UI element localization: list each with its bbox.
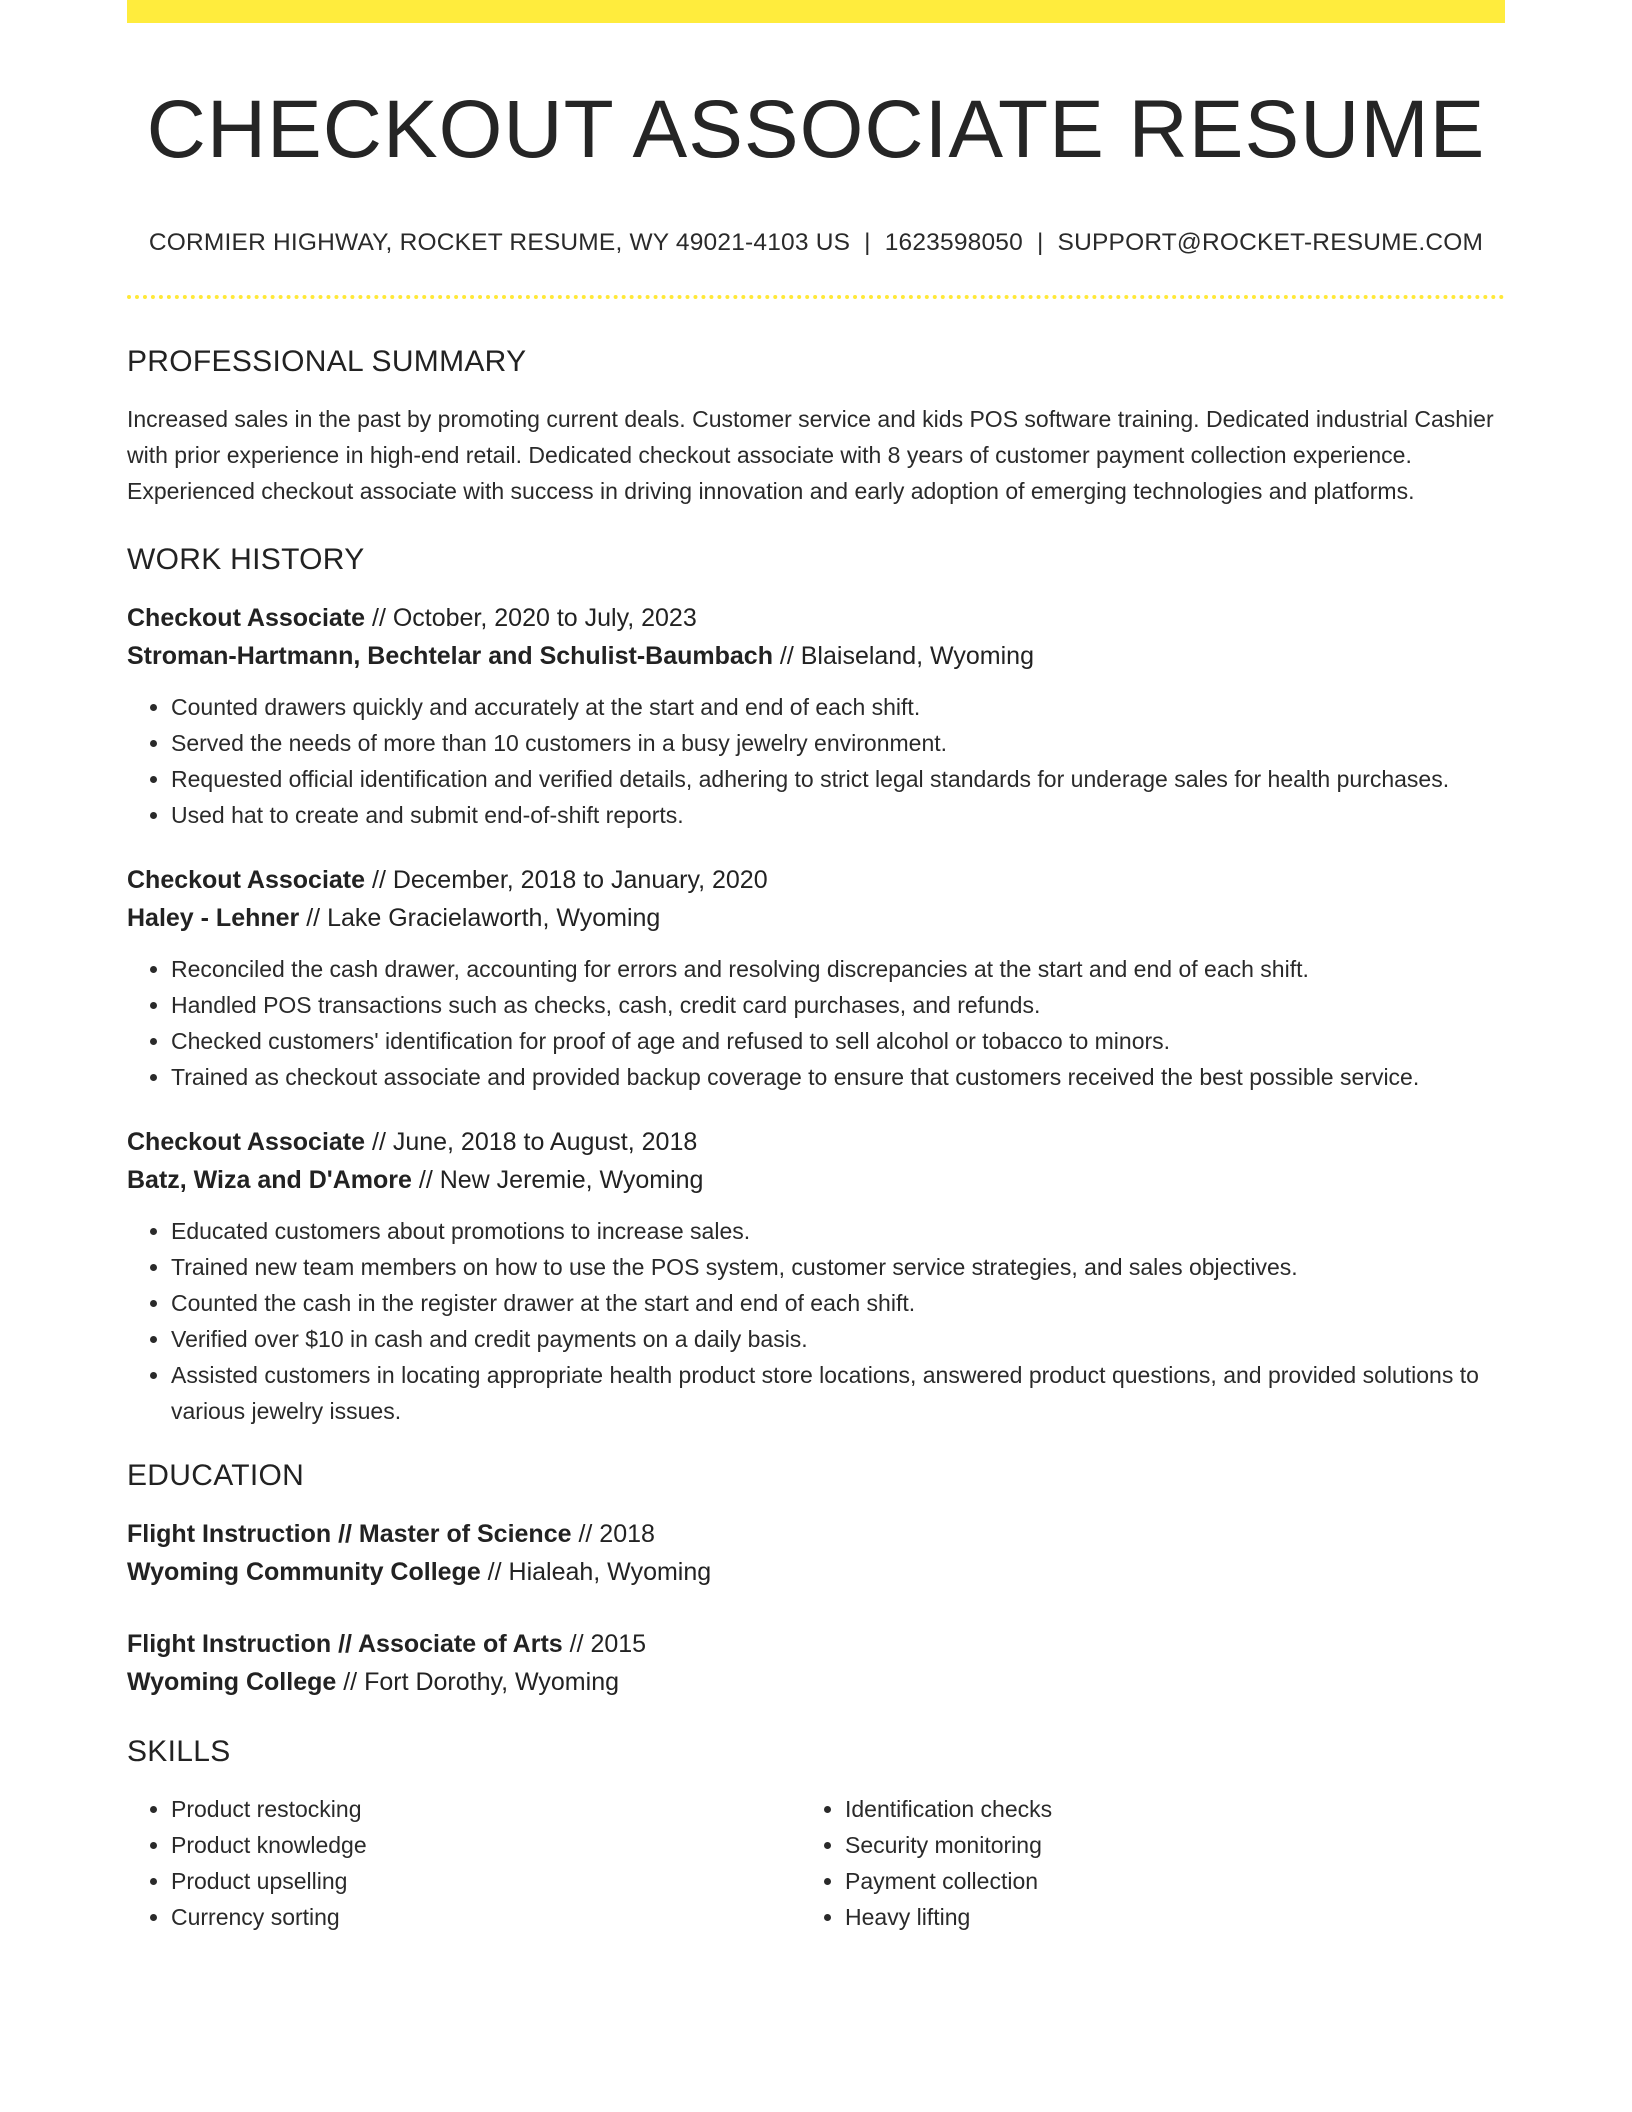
skills-right-column [801, 1791, 1475, 1935]
education-location: // Hialeah, Wyoming [480, 1558, 712, 1587]
contact-address: CORMIER HIGHWAY, ROCKET RESUME, WY 49021-4103 US [148, 229, 851, 257]
list-item: • Counted the cash in the register drawer at the start and end of each shift. [171, 1285, 1505, 1321]
job-role: Checkout Associate [127, 866, 366, 895]
job-company-line [127, 637, 1505, 675]
education-degree-line [127, 1515, 1505, 1553]
education-school-line [127, 1663, 1505, 1701]
job-dates: // December, 2018 to January, 2020 [365, 866, 768, 895]
list-item: • Used hat to create and submit end-of-shift reports. [171, 797, 1505, 833]
list-item: • Reconciled the cash drawer, accounting for errors and resolving discrepancies at the start and end of each shift. [171, 951, 1505, 987]
list-item: • Served the needs of more than 10 customers in a busy jewelry environment. [171, 725, 1505, 761]
summary-text: Increased sales in the past by promoting current deals. Customer service and kids POS software training. Dedicated industrial Cashier with prior experience in high-end retail. Dedicated checkout associate with 8 years of customer payment collection experience. Experienced checkout associate with success in driving innovation and early adoption of emerging technologies and platforms. [127, 406, 1494, 505]
education-degree: Flight Instruction // Master of Science [127, 1520, 572, 1549]
job-bullets [127, 951, 1505, 1095]
contact-separator: | [1036, 229, 1044, 257]
list-item: • Trained new team members on how to use the POS system, customer service strategies, and sales objectives. [171, 1249, 1505, 1285]
list-item: • Product restocking [171, 1791, 801, 1827]
list-item: • Checked customers' identification for proof of age and refused to sell alcohol or tobacco to minors. [171, 1023, 1505, 1059]
education-degree-line [127, 1625, 1505, 1663]
contact-line [127, 229, 1505, 257]
education-school: Wyoming Community College [127, 1558, 481, 1587]
contact-phone: 1623598050 [884, 229, 1023, 257]
education-school-line [127, 1553, 1505, 1591]
list-item: • Counted drawers quickly and accurately at the start and end of each shift. [171, 689, 1505, 725]
job-entry [127, 599, 1505, 833]
job-dates: // October, 2020 to July, 2023 [365, 604, 697, 633]
list-item: • Identification checks [845, 1791, 1475, 1827]
job-entry [127, 861, 1505, 1095]
section-title-skills: SKILLS [127, 1735, 231, 1769]
list-item: • Trained as checkout associate and provided backup coverage to ensure that customers received the best possible service. [171, 1059, 1505, 1095]
job-location: // Blaiseland, Wyoming [772, 642, 1034, 671]
education-entry [127, 1515, 1505, 1591]
job-company: Batz, Wiza and D'Amore [127, 1166, 412, 1195]
list-item: • Verified over $10 in cash and credit payments on a daily basis. [171, 1321, 1505, 1357]
list-item: • Assisted customers in locating appropriate health product store locations, answered product questions, and provided solutions to various jewelry issues. [171, 1357, 1505, 1429]
education-year: // 2018 [571, 1520, 655, 1549]
job-dates: // June, 2018 to August, 2018 [365, 1128, 698, 1157]
dotted-divider [127, 295, 1505, 299]
list-item: • Requested official identification and verified details, adhering to strict legal standards for underage sales for health purchases. [171, 761, 1505, 797]
section-title-education: EDUCATION [127, 1459, 305, 1493]
section-title-summary: PROFESSIONAL SUMMARY [127, 345, 527, 379]
education-entry [127, 1625, 1505, 1701]
list-item: • Educated customers about promotions to increase sales. [171, 1213, 1505, 1249]
job-company: Stroman-Hartmann, Bechtelar and Schulist-Baumbach [127, 642, 773, 671]
section-title-work-history: WORK HISTORY [127, 543, 365, 577]
contact-email: SUPPORT@ROCKET-RESUME.COM [1057, 229, 1484, 257]
job-company: Haley - Lehner [127, 904, 300, 933]
job-role: Checkout Associate [127, 1128, 366, 1157]
job-role-line [127, 861, 1505, 899]
education-degree: Flight Instruction // Associate of Arts [127, 1630, 563, 1659]
job-bullets [127, 689, 1505, 833]
accent-bar [127, 0, 1505, 23]
job-company-line [127, 1161, 1505, 1199]
job-role: Checkout Associate [127, 604, 366, 633]
education-school: Wyoming College [127, 1668, 337, 1697]
resume-title: CHECKOUT ASSOCIATE RESUME [146, 84, 1486, 175]
job-location: // New Jeremie, Wyoming [411, 1166, 704, 1195]
job-bullets [127, 1213, 1505, 1429]
job-role-line [127, 1123, 1505, 1161]
skills-columns [127, 1791, 1505, 1935]
list-item: • Handled POS transactions such as checks, cash, credit card purchases, and refunds. [171, 987, 1505, 1023]
education-year: // 2015 [562, 1630, 647, 1659]
job-entry [127, 1123, 1505, 1429]
list-item: • Security monitoring [845, 1827, 1475, 1863]
list-item: • Payment collection [845, 1863, 1475, 1899]
contact-separator: | [864, 229, 871, 257]
education-location: // Fort Dorothy, Wyoming [336, 1668, 619, 1697]
job-role-line [127, 599, 1505, 637]
list-item: • Product knowledge [171, 1827, 801, 1863]
job-location: // Lake Gracielaworth, Wyoming [299, 904, 661, 933]
list-item: • Product upselling [171, 1863, 801, 1899]
resume-page [127, 0, 1505, 1935]
list-item: • Heavy lifting [845, 1899, 1475, 1935]
job-company-line [127, 899, 1505, 937]
list-item: • Currency sorting [171, 1899, 801, 1935]
skills-left-column [127, 1791, 801, 1935]
